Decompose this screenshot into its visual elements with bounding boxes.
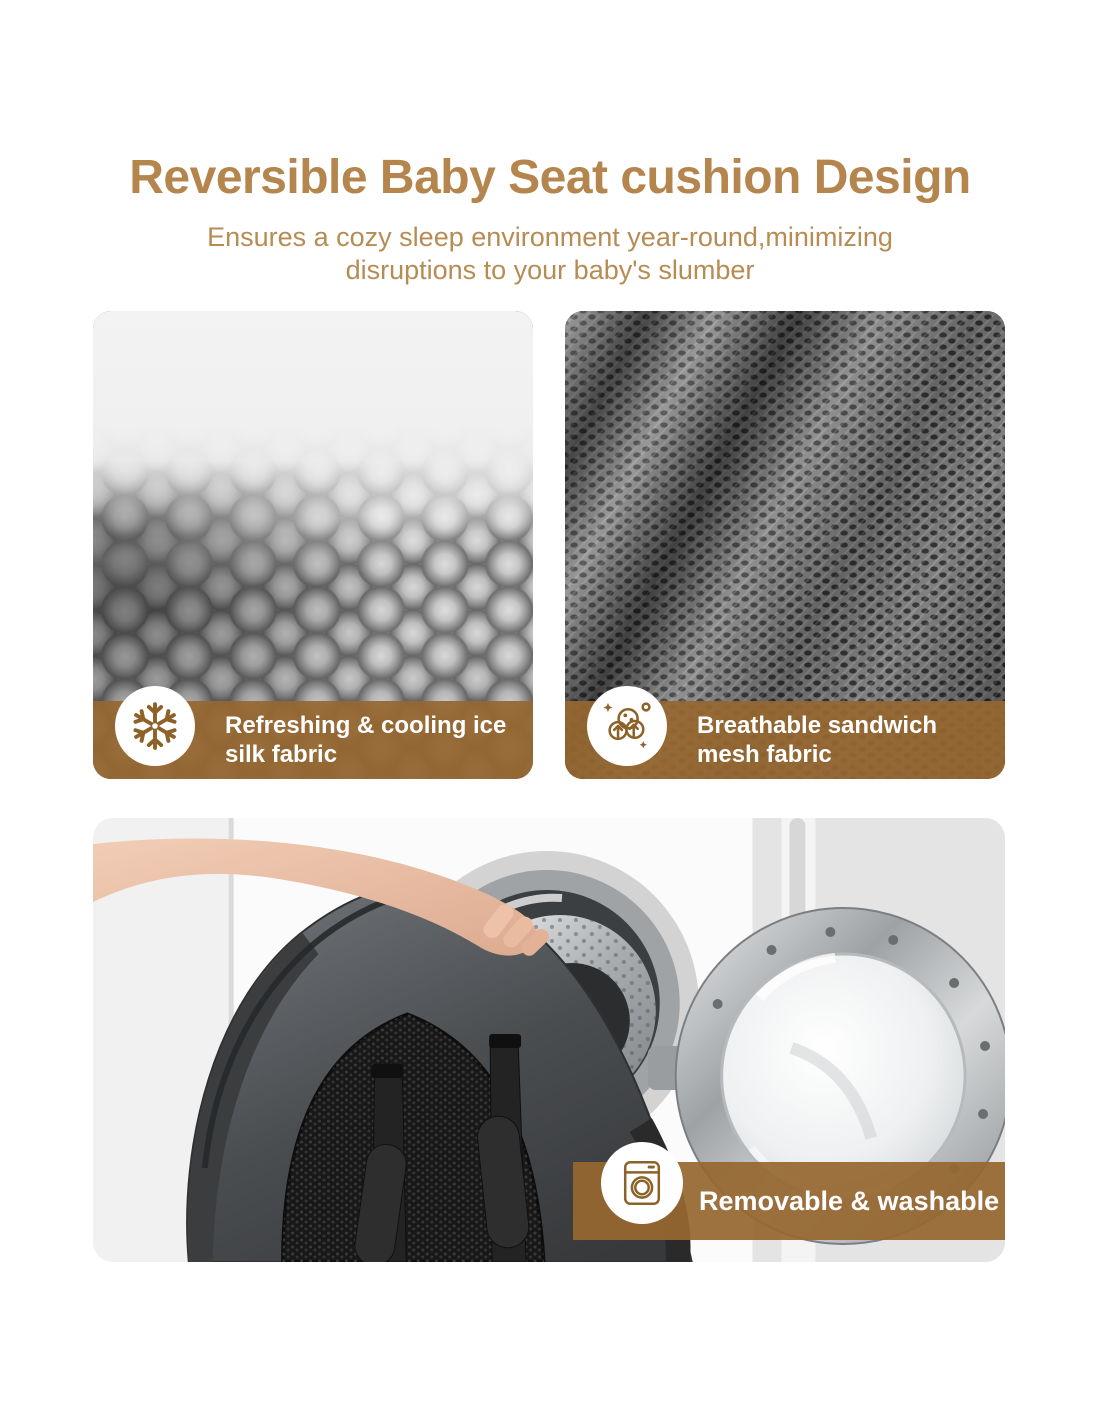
- breathable-icon-badge: [587, 686, 667, 766]
- ice-silk-caption-line-2: silk fabric: [225, 741, 338, 768]
- breathable-icon: [599, 698, 655, 754]
- mesh-caption-line-1: Breathable sandwich: [697, 712, 938, 739]
- washing-machine-photo: [93, 818, 1005, 1262]
- subtitle-line-2: disruptions to your baby's slumber: [345, 255, 755, 285]
- page-title: Reversible Baby Seat cushion Design: [129, 151, 971, 204]
- snowflake-icon: [127, 698, 183, 754]
- washing-machine-icon: [614, 1155, 670, 1211]
- washing-machine-icon-badge: [601, 1142, 683, 1224]
- snowflake-icon-badge: [115, 686, 195, 766]
- washable-caption: Removable & washable: [699, 1186, 1000, 1216]
- washable-caption-band: [573, 1162, 1005, 1240]
- feature-card-mesh: [565, 311, 1005, 779]
- ice-silk-caption-line-1: Refreshing & cooling ice: [225, 712, 507, 739]
- feature-cards-row: [93, 311, 1005, 779]
- subtitle-line-1: Ensures a cozy sleep environment year-round,minimizing: [207, 222, 893, 252]
- feature-card-ice-silk: [93, 311, 533, 779]
- mesh-caption-line-2: mesh fabric: [697, 741, 832, 768]
- page-subtitle: [0, 221, 1100, 287]
